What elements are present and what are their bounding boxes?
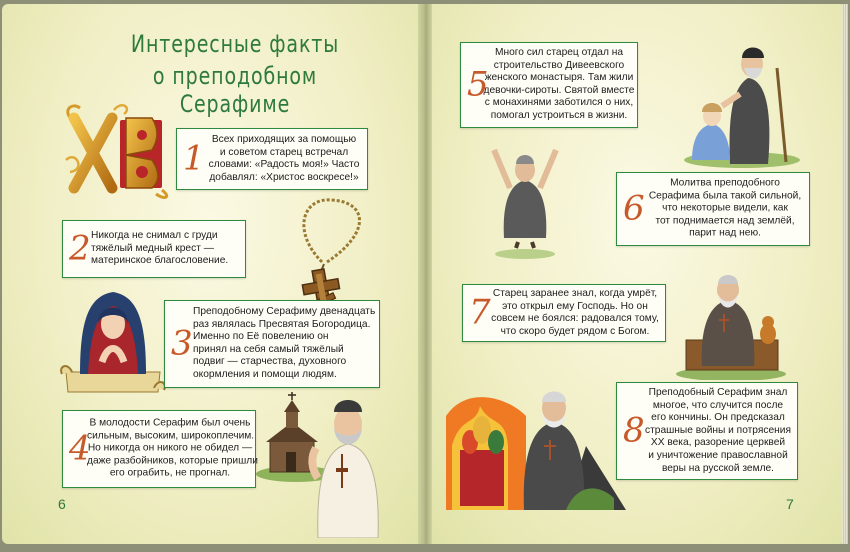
fact-1-line: Всех приходящих за помощью	[211, 133, 357, 145]
copper-cross-illustration	[272, 192, 382, 312]
fact-6-line: что некоторые видели, как	[662, 202, 788, 214]
fact-box-3	[164, 300, 380, 388]
fact-5-line: девочки-сироты. Святой вместе	[483, 85, 635, 96]
fact-box-2	[62, 220, 246, 278]
fact-text-8	[641, 387, 795, 475]
fact-text-5	[483, 47, 635, 123]
fact-5-line: помогал устроиться в жизни.	[490, 110, 628, 122]
young-seraphim-illustration	[308, 388, 386, 538]
fact-number-6: 6	[623, 188, 645, 229]
fact-7-line: это открыл ему Господь. Но он	[502, 300, 648, 312]
fact-5-line: с монахинями заботился о них,	[484, 97, 634, 109]
fact-6-line: тот поднимается над землёй,	[655, 215, 795, 227]
fact-3-line: Именно по Её повелению он	[193, 331, 329, 343]
fact-6-line: парит над нею.	[689, 227, 761, 239]
fact-3-line: окормления и помощи людям.	[193, 369, 337, 381]
fact-7-line: совсем не боялся: радовался тому,	[491, 313, 659, 324]
fact-text-1	[203, 134, 365, 184]
fact-1-line: и советом старец встречал	[219, 146, 349, 158]
fact-2-line: тяжёлый медный крест —	[91, 242, 214, 254]
fact-3-line: Преподобному Серафиму двенадцать	[193, 306, 376, 318]
fact-7-line: Старец заранее знал, когда умрёт,	[492, 287, 658, 299]
fact-5-line: Много сил старец отдал на	[494, 47, 624, 59]
fact-8-line: веры на русской земле.	[661, 462, 775, 474]
fact-8-line: и уничтожение православной	[648, 449, 788, 461]
fact-text-6	[643, 178, 807, 241]
fact-number-1: 1	[183, 138, 205, 179]
fact-text-3	[193, 306, 377, 382]
ornament-letters: ХВ	[62, 100, 64, 101]
page-number-left: 6	[58, 496, 66, 512]
fact-box-8	[616, 382, 798, 480]
fact-5-line: женского монастыря. Там жили	[484, 72, 634, 84]
fact-box-5	[460, 42, 638, 128]
fact-8-line: многое, что случится после	[652, 399, 784, 411]
fact-4-line: Но никогда он никого не обидел —	[87, 442, 253, 454]
fact-text-4	[87, 417, 258, 481]
burning-church-illustration	[446, 386, 626, 510]
fact-1-line: добавлял: «Христос воскресе!»	[209, 171, 359, 183]
fact-number-5: 5	[467, 64, 489, 105]
page-edges	[842, 4, 848, 544]
fact-6-line: Серафима была такой сильной,	[648, 190, 802, 202]
fact-8-line: XX века, разорение церквей	[650, 437, 786, 449]
fact-box-1	[176, 128, 368, 190]
fact-2-line: материнское благословение.	[91, 255, 229, 267]
fact-4-line: В молодости Серафим был очень	[89, 417, 251, 429]
levitating-seraphim-illustration	[480, 142, 570, 260]
ornament-letters-illustration	[62, 100, 172, 200]
fact-7-line: что скоро будет рядом с Богом.	[500, 325, 650, 337]
fact-text-7	[487, 288, 663, 338]
fact-2-line: Никогда не снимал с груди	[91, 230, 218, 242]
fact-3-line: подвиг — старчества, духовного	[193, 356, 347, 368]
page-title-line-2: о преподобном Серафиме	[152, 62, 318, 118]
fact-8-line: его кончины. Он предсказал	[651, 412, 785, 424]
fact-box-6	[616, 172, 810, 246]
fact-box-4	[62, 410, 256, 488]
fact-4-line: сильным, высоким, широкоплечим.	[87, 430, 255, 442]
fact-3-line: раз являлась Пресвятая Богородица.	[193, 318, 371, 330]
fact-6-line: Молитва преподобного	[670, 177, 780, 189]
fact-4-line: даже разбойников, которые пришли	[87, 455, 258, 467]
theotokos-icon-illustration	[58, 282, 168, 400]
fact-3-line: принял на себя самый тяжёлый	[193, 344, 344, 355]
page-number-right: 7	[786, 496, 794, 512]
page-title-line-1: Интересные факты	[130, 30, 340, 58]
fact-number-8: 8	[623, 410, 645, 451]
book-gutter	[418, 4, 432, 544]
fact-number-3: 3	[171, 323, 193, 364]
fact-box-7	[462, 284, 666, 342]
fact-number-4: 4	[69, 428, 91, 469]
fact-8-line: страшные войны и потрясения	[645, 424, 791, 436]
fact-8-line: Преподобный Серафим знал	[648, 386, 788, 398]
fact-1-line: словами: «Радость моя!» Часто	[208, 159, 360, 170]
elder-with-girl-illustration	[682, 38, 800, 168]
fact-5-line: строительство Дивеевского	[493, 59, 625, 71]
fact-number-2: 2	[69, 228, 91, 269]
fact-number-7: 7	[469, 292, 491, 333]
fact-text-2	[91, 230, 241, 268]
fact-4-line: его ограбить, не прогнал.	[109, 467, 231, 479]
seated-elder-illustration	[676, 270, 786, 380]
